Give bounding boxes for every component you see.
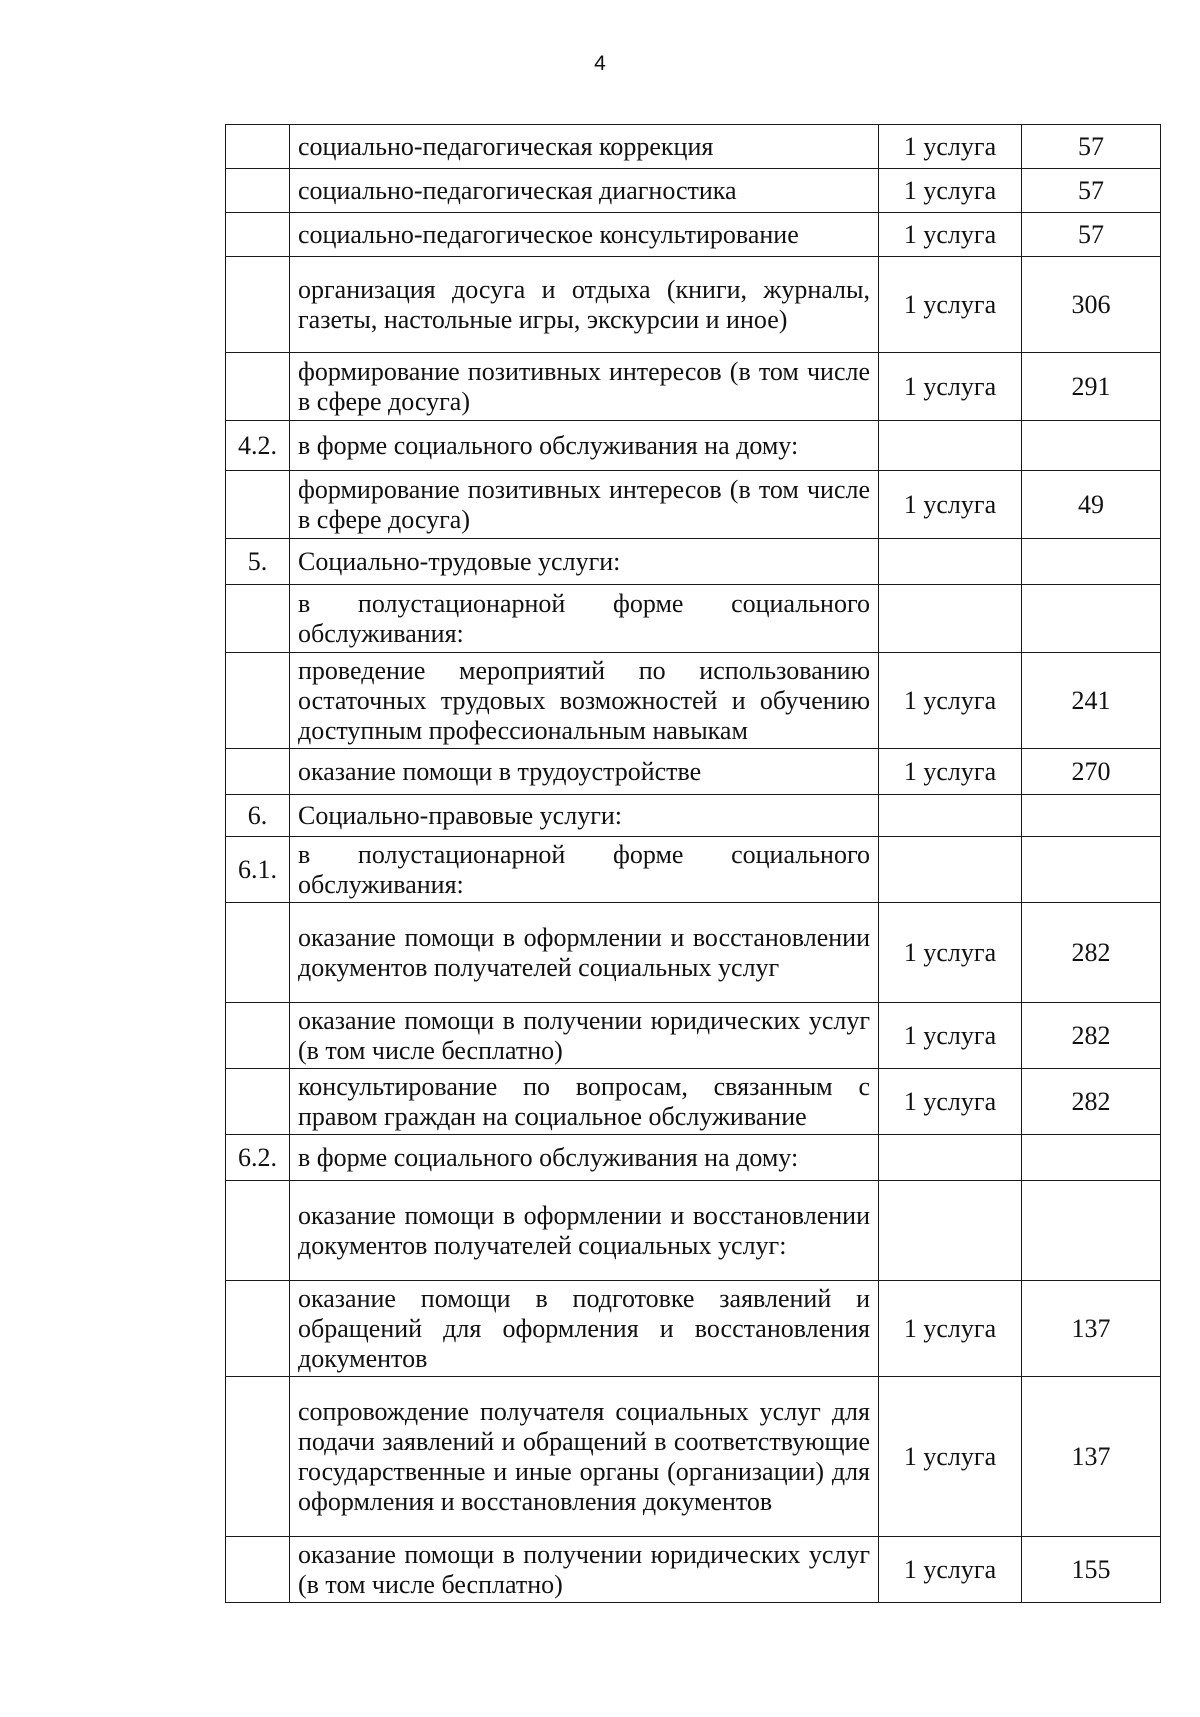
tariff-value-cell: 57 [1022,169,1161,213]
table-row [226,1135,1161,1181]
service-name-cell: организация досуга и отдыха (книги, журналы, газеты, настольные игры, экскурсии и иное) [290,257,879,353]
table-row [226,837,1161,903]
row-number-cell [226,353,290,421]
tariff-value-cell: 49 [1022,471,1161,539]
table-row [226,539,1161,585]
service-name-cell: социально-педагогическое консультирование [290,213,879,257]
row-number-cell [226,749,290,795]
unit-cell [879,539,1022,585]
table-row [226,213,1161,257]
tariff-value-cell: 155 [1022,1537,1161,1603]
service-name-cell: Социально-трудовые услуги: [290,539,879,585]
row-number-cell: 6. [226,795,290,837]
service-name-cell: оказание помощи в подготовке заявлений и обращений для оформления и восстановления документов [290,1281,879,1377]
unit-cell: 1 услуга [879,1377,1022,1537]
unit-cell: 1 услуга [879,353,1022,421]
service-name-cell: формирование позитивных интересов (в том числе в сфере досуга) [290,471,879,539]
unit-cell: 1 услуга [879,213,1022,257]
table-row [226,795,1161,837]
tariff-value-cell: 291 [1022,353,1161,421]
row-number-cell [226,257,290,353]
service-name-cell: социально-педагогическая коррекция [290,125,879,169]
tariff-value-cell: 137 [1022,1377,1161,1537]
table-row [226,1281,1161,1377]
unit-cell [879,585,1022,653]
table-row [226,125,1161,169]
unit-cell: 1 услуга [879,749,1022,795]
unit-cell: 1 услуга [879,169,1022,213]
service-name-cell: в полустационарной форме социального обслуживания: [290,585,879,653]
table-row [226,653,1161,749]
tariff-value-cell: 137 [1022,1281,1161,1377]
table-row [226,749,1161,795]
service-name-cell: оказание помощи в оформлении и восстановлении документов получателей социальных услуг: [290,1181,879,1281]
unit-cell: 1 услуга [879,1069,1022,1135]
tariff-value-cell [1022,585,1161,653]
tariff-value-cell [1022,1135,1161,1181]
tariff-value-cell: 306 [1022,257,1161,353]
table-row [226,585,1161,653]
row-number-cell: 6.2. [226,1135,290,1181]
tariff-value-cell [1022,421,1161,471]
tariff-value-cell: 282 [1022,1069,1161,1135]
row-number-cell [226,1281,290,1377]
tariff-value-cell: 282 [1022,1003,1161,1069]
row-number-cell [226,1003,290,1069]
service-name-cell: в форме социального обслуживания на дому: [290,1135,879,1181]
row-number-cell: 4.2. [226,421,290,471]
unit-cell [879,1135,1022,1181]
service-name-cell: в полустационарной форме социального обслуживания: [290,837,879,903]
unit-cell: 1 услуга [879,257,1022,353]
table-row [226,1181,1161,1281]
tariff-value-cell: 57 [1022,125,1161,169]
services-table [225,124,1161,1603]
service-name-cell: сопровождение получателя социальных услуг для подачи заявлений и обращений в соответствующие государственные и иные органы (организации) для оформления и восстановления документов [290,1377,879,1537]
table-row [226,353,1161,421]
table-row [226,471,1161,539]
unit-cell: 1 услуга [879,471,1022,539]
row-number-cell [226,1377,290,1537]
table-row [226,1537,1161,1603]
table-row [226,1003,1161,1069]
service-name-cell: проведение мероприятий по использованию остаточных трудовых возможностей и обучению доступным профессиональным навыкам [290,653,879,749]
row-number-cell [226,1537,290,1603]
row-number-cell [226,213,290,257]
row-number-cell: 5. [226,539,290,585]
table-row [226,1069,1161,1135]
tariff-value-cell [1022,837,1161,903]
page-number: 4 [594,52,606,75]
service-name-cell: в форме социального обслуживания на дому: [290,421,879,471]
row-number-cell [226,169,290,213]
service-name-cell: оказание помощи в оформлении и восстановлении документов получателей социальных услуг [290,903,879,1003]
unit-cell: 1 услуга [879,1003,1022,1069]
unit-cell: 1 услуга [879,653,1022,749]
services-table-body [226,125,1161,1603]
service-name-cell: социально-педагогическая диагностика [290,169,879,213]
row-number-cell [226,903,290,1003]
unit-cell [879,421,1022,471]
table-row [226,421,1161,471]
row-number-cell [226,125,290,169]
row-number-cell [226,585,290,653]
unit-cell [879,1181,1022,1281]
service-name-cell: оказание помощи в трудоустройстве [290,749,879,795]
tariff-value-cell: 241 [1022,653,1161,749]
tariff-value-cell: 57 [1022,213,1161,257]
row-number-cell [226,653,290,749]
tariff-value-cell [1022,795,1161,837]
unit-cell: 1 услуга [879,125,1022,169]
service-name-cell: оказание помощи в получении юридических услуг (в том числе бесплатно) [290,1003,879,1069]
tariff-value-cell [1022,1181,1161,1281]
row-number-cell: 6.1. [226,837,290,903]
table-row [226,257,1161,353]
table-row [226,1377,1161,1537]
tariff-value-cell: 282 [1022,903,1161,1003]
row-number-cell [226,1181,290,1281]
table-row [226,903,1161,1003]
service-name-cell: Социально-правовые услуги: [290,795,879,837]
unit-cell [879,795,1022,837]
unit-cell: 1 услуга [879,903,1022,1003]
service-name-cell: формирование позитивных интересов (в том числе в сфере досуга) [290,353,879,421]
service-name-cell: оказание помощи в получении юридических услуг (в том числе бесплатно) [290,1537,879,1603]
service-name-cell: консультирование по вопросам, связанным с правом граждан на социальное обслуживание [290,1069,879,1135]
unit-cell: 1 услуга [879,1281,1022,1377]
tariff-value-cell: 270 [1022,749,1161,795]
row-number-cell [226,1069,290,1135]
unit-cell [879,837,1022,903]
row-number-cell [226,471,290,539]
unit-cell: 1 услуга [879,1537,1022,1603]
table-row [226,169,1161,213]
tariff-value-cell [1022,539,1161,585]
